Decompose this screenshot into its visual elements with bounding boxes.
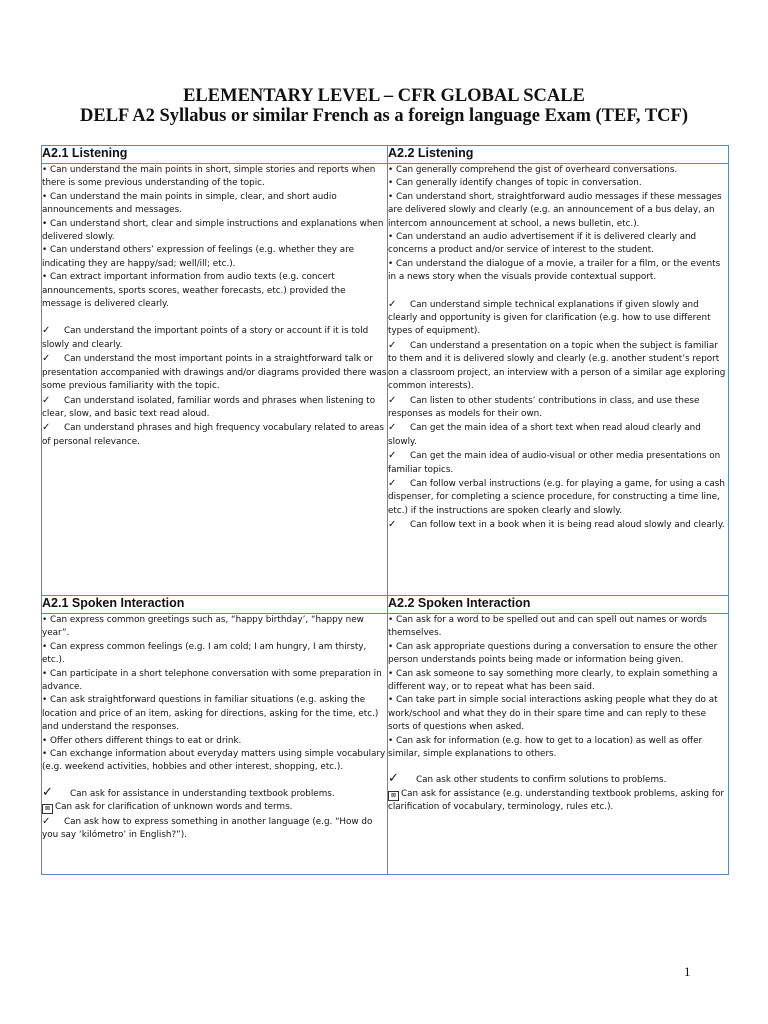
list-item: • Can understand others’ expression of feelings (e.g. whether they are indicating they are happy/sad; well/ill; etc.).: [42, 245, 355, 269]
header-a22-spoken-interaction: A2.2 Spoken Interaction: [388, 596, 729, 614]
check-icon: ✓: [388, 339, 397, 351]
header-a21-spoken-interaction: A2.1 Spoken Interaction: [42, 596, 388, 614]
list-item: [42, 815, 387, 843]
list-item: [42, 352, 387, 393]
list-item: • Can understand an audio advertisement if it is delivered clearly and concerns a product and/or service of interest to the student.: [388, 232, 697, 256]
check-icon: ✓: [388, 394, 397, 406]
list-item: [388, 788, 728, 815]
list-item-text: Can get the main idea of audio-visual or other media presentations on familiar topics.: [388, 451, 721, 475]
check-icon: ✓: [42, 422, 51, 434]
list-item: • Can generally comprehend the gist of overheard conversations.: [388, 165, 678, 175]
list-item: [388, 518, 728, 532]
list-item: [42, 324, 387, 352]
list-item: [42, 801, 387, 814]
header-a21-listening: A2.1 Listening: [42, 146, 388, 164]
list-item: • Can understand short, clear and simple instructions and explanations when delivered slowly.: [42, 218, 384, 243]
list-item: • Can understand the main points in short, simple stories and reports when there is some previous understanding of the topic.: [42, 165, 376, 189]
list-item-text: Can follow verbal instructions (e.g. for playing a game, for using a cash dispenser, for completing a science procedure, for constructing a time line, etc.) if the instructions are spoken clearly and slowly.: [388, 478, 725, 516]
list-item: [388, 394, 728, 422]
check-icon: ✓: [42, 394, 51, 406]
list-item: [42, 421, 387, 449]
list-item: • Can ask straightforward questions in familiar situations (e.g. asking the location and price of an item, asking for directions, asking for the time, etc.) and understand the responses.: [42, 695, 379, 733]
cell-a21-listening: [42, 164, 388, 596]
page-number: 1: [684, 964, 691, 979]
check-icon: ✓: [388, 477, 397, 489]
list-item-text: Can ask for clarification of unknown words and terms.: [55, 802, 293, 813]
list-item: [388, 339, 728, 394]
list-item-text: Can listen to other students’ contributions in class, and use these responses as models for their own.: [388, 395, 700, 419]
syllabus-table: [41, 145, 729, 875]
list-item: • Can ask for information (e.g. how to get to a location) as well as offer similar, simple explanations to others.: [388, 735, 703, 760]
list-item-text: Can ask for assistance in understanding textbook problems.: [70, 788, 335, 799]
list-item: • Can take part in simple social interactions asking people what they do at work/school and what they do in their spare time and can reply to these sorts of questions when asked.: [388, 695, 718, 733]
list-item-text: Can follow text in a book when it is being read aloud slowly and clearly.: [410, 520, 725, 531]
check-icon: ✓: [388, 422, 397, 434]
list-item: • Can exchange information about everyday matters using simple vocabulary (e.g. weekend activities, hobbies and other interest, shopping, etc.).: [42, 749, 386, 773]
check-icon: ✓: [42, 325, 51, 337]
list-item-text: Can ask how to express something in another language (e.g. “How do you say ‘kilómetro’ in English?”).: [42, 816, 373, 841]
list-item: • Can extract important information from audio texts (e.g. concert announcements, sports scores, weather forecasts, etc.) provided the message is delivered clearly.: [42, 272, 346, 310]
header-a22-listening: A2.2 Listening: [388, 146, 729, 164]
page-subtitle: DELF A2 Syllabus or similar French as a foreign language Exam (TEF, TCF): [80, 106, 688, 126]
list-item: • Can understand the dialogue of a movie, a trailer for a film, or the events in a news story when the visuals provide contextual support.: [388, 258, 721, 283]
list-item-text: Can understand simple technical explanations if given slowly and clearly and opportunity is given for clarification (e.g. how to use different types of equipment).: [388, 299, 711, 337]
check-icon: ✓: [42, 353, 51, 365]
check-icon: ✓: [388, 519, 397, 531]
check-icon: ✓: [388, 771, 399, 787]
check-icon: ✓: [42, 815, 51, 827]
list-item: • Can understand the main points in simple, clear, and short audio announcements and messages.: [42, 191, 337, 216]
cell-a21-spoken-interaction: [42, 614, 388, 875]
list-item-text: Can get the main idea of a short text when read aloud clearly and slowly.: [388, 423, 701, 447]
list-item-text: Can ask for assistance (e.g. understanding textbook problems, asking for clarification of vocabulary, terminology, rules etc.).: [388, 788, 725, 813]
list-item: [42, 394, 387, 422]
list-item-text: Can understand phrases and high frequency vocabulary related to areas of personal relevance.: [42, 423, 384, 447]
list-item: • Can ask someone to say something more clearly, to explain something a different way, or to repeat what has been said.: [388, 668, 718, 693]
check-icon: ✓: [388, 298, 397, 310]
check-icon: ✓: [42, 784, 53, 800]
list-item: • Can ask for a word to be spelled out and can spell out names or words themselves.: [388, 615, 707, 639]
list-item: • Can generally identify changes of topic in conversation.: [388, 178, 642, 189]
list-item: [42, 784, 387, 801]
box-icon: ⊠: [42, 804, 53, 814]
list-item-text: Can understand the important points of a story or account if it is told slowly and clearly.: [42, 326, 369, 350]
list-item: [388, 477, 728, 518]
list-item: • Can express common greetings such as, “happy birthday’, “happy new year”.: [42, 615, 364, 639]
list-item-text: Can ask other students to confirm solutions to problems.: [416, 775, 667, 786]
list-item: • Offer others different things to eat or drink.: [42, 735, 242, 746]
page-title: ELEMENTARY LEVEL – CFR GLOBAL SCALE: [183, 86, 585, 106]
list-item: • Can ask appropriate questions during a conversation to ensure the other person understands points being made or information being given.: [388, 641, 718, 666]
list-item: • Can understand short, straightforward audio messages if these messages are delivered slowly and clearly (e.g. an announcement of a bus delay, an intercom announcement at school, a news bulletin, etc.).: [388, 191, 722, 229]
list-item: • Can participate in a short telephone conversation with some preparation in advance.: [42, 668, 382, 693]
list-item: [388, 449, 728, 477]
cell-a22-listening: [388, 164, 729, 596]
list-item: [388, 298, 728, 339]
list-item: • Can express common feelings (e.g. I am cold; I am hungry, I am thirsty, etc.).: [42, 641, 367, 666]
list-item-text: Can understand a presentation on a topic when the subject is familiar to them and it is delivered slowly and clearly (e.g. another student’s report on a classroom project, an interview with a person of a similar age exploring common interests).: [388, 340, 726, 392]
list-item: [388, 771, 728, 787]
list-item-text: Can understand the most important points in a straightforward talk or presentation accompanied with drawings and/or diagrams provided there was some previous familiarity with the topic.: [42, 354, 387, 392]
list-item-text: Can understand isolated, familiar words and phrases when listening to clear, slow, and basic text read aloud.: [42, 395, 376, 419]
cell-a22-spoken-interaction: [388, 614, 729, 875]
check-icon: ✓: [388, 450, 397, 462]
list-item: [388, 421, 728, 449]
box-icon: ⊠: [388, 791, 399, 801]
